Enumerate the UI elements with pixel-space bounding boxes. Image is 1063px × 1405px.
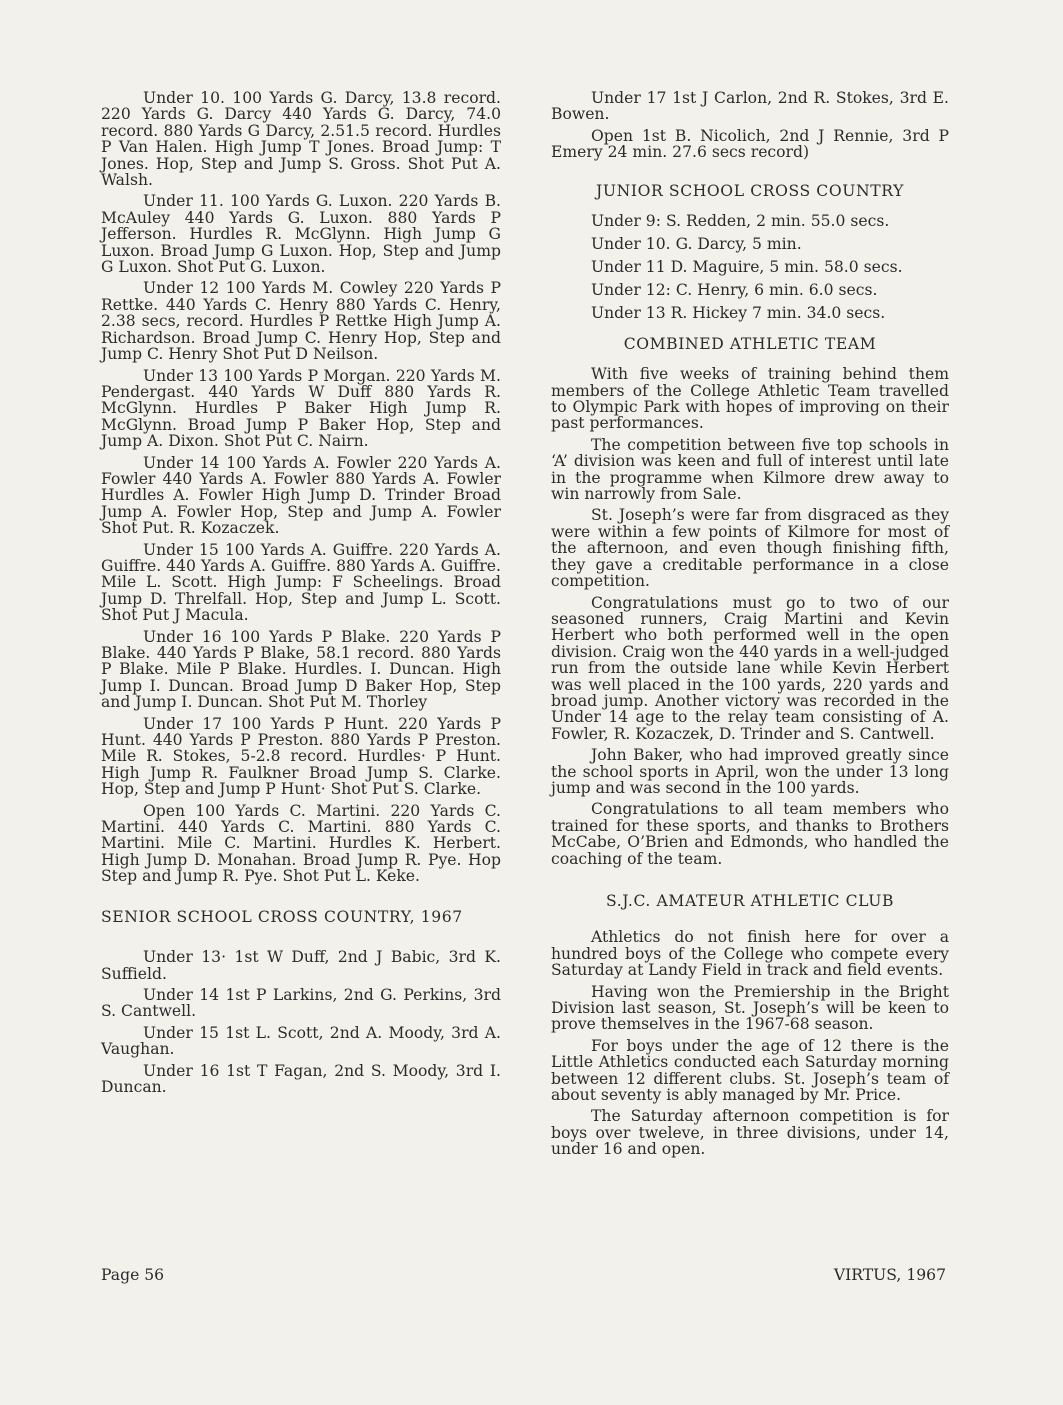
- results-under-10: Under 10. 100 Yards G. Darcy, 13.8 record. 220 Yards G. Darcy 440 Yards G. Darcy, 74.0 record. 880 Yards G Darcy, 2.51.5 record. Hurdles P Van Halen. High Jump T Jones. Broad Jump: T Jones. Hop, Step and Jump S. Gross. Shot Put A. Walsh.: [101, 89, 501, 190]
- senior-result-under-16: Under 16 1st T Fagan, 2nd S. Moody, 3rd I. Duncan.: [101, 1061, 501, 1096]
- results-open: Open 100 Yards C. Martini. 220 Yards C. Martini. 440 Yards C. Martini. 880 Yards C. Martini. Mile C. Martini. Hurdles K. Herbert. High Jump D. Monahan. Broad Jump R. Pye. Hop Step and Jump R. Pye. Shot Put L. Keke.: [101, 801, 501, 886]
- right-column: [551, 90, 949, 1163]
- junior-result-under-11: Under 11 D. Maguire, 5 min. 58.0 secs.: [591, 258, 903, 277]
- combined-paragraph-3: St. Joseph’s were far from disgraced as they were within a few points of Kilmore for most of the afternoon, and even though finishing fifth, they gave a creditable performance in a close competition.: [551, 506, 949, 591]
- club-paragraph-4: The Saturday afternoon competition is for boys over tweleve, in three divisions, under 14, under 16 and open.: [551, 1107, 949, 1159]
- left-column: [101, 90, 501, 1100]
- combined-paragraph-1: With five weeks of training behind them members of the College Athletic Team travelled to Olympic Park with hopes of improving on their past performances.: [551, 365, 949, 433]
- junior-result-under-12: Under 12: C. Henry, 6 min. 6.0 secs.: [591, 281, 878, 300]
- combined-paragraph-4: Congratulations must go to two of our seasoned runners, Craig Martini and Kevin Herbert who both performed well in the open division. Craig won the 440 yards in a well-judged run from the outside lane while Kevin Herbert was well placed in the 100 yards, 220 yards and broad jump. Another victory was recorded in the Under 14 age to the relay team consisting of A. Fowler, R. Kozaczek, D. Trinder and S. Cantwell.: [551, 593, 949, 743]
- combined-paragraph-5: John Baker, who had improved greatly since the school sports in April, won the under 13 long jump and was second in the 100 yards.: [551, 746, 949, 797]
- results-under-12: Under 12 100 Yards M. Cowley 220 Yards P Rettke. 440 Yards C. Henry 880 Yards C. Henry, 2.38 secs, record. Hurdles P Rettke High Jump A. Richardson. Broad Jump C. Henry Hop, Step and Jump C. Henry Shot Put D Neilson.: [101, 279, 501, 364]
- combined-athletic-team-heading: COMBINED ATHLETIC TEAM: [623, 334, 877, 353]
- junior-cross-country-heading: JUNIOR SCHOOL CROSS COUNTRY: [596, 181, 904, 200]
- club-paragraph-2: Having won the Premiership in the Bright Division last season, St. Joseph’s will be keen to prove themselves in the 1967-68 season.: [551, 982, 949, 1034]
- page-number: Page 56: [101, 1266, 165, 1284]
- senior-result-under-13: Under 13· 1st W Duff, 2nd J Babic, 3rd K. Suffield.: [101, 948, 501, 983]
- results-under-15: Under 15 100 Yards A. Guiffre. 220 Yards A. Guiffre. 440 Yards A. Guiffre. 880 Yards A. Guiffre. Mile L. Scott. High Jump: F Scheelings. Broad Jump D. Threlfall. Hop, Step and Jump L. Scott. Shot Put J Macula.: [101, 540, 501, 625]
- junior-result-under-9: Under 9: S. Redden, 2 min. 55.0 secs.: [591, 212, 890, 231]
- publication-name: VIRTUS, 1967: [833, 1266, 946, 1284]
- results-under-14: Under 14 100 Yards A. Fowler 220 Yards A. Fowler 440 Yards A. Fowler 880 Yards A. Fowler Hurdles A. Fowler High Jump D. Trinder Broad Jump A. Fowler Hop, Step and Jump A. Fowler Shot Put. R. Kozaczek.: [101, 453, 501, 538]
- combined-paragraph-2: The competition between five top schools in ‘A’ division was keen and full of interest until late in the programme when Kilmore drew away to win narrowly from Sale.: [551, 435, 949, 504]
- club-paragraph-3: For boys under the age of 12 there is the Little Athletics conducted each Saturday morning between 12 different clubs. St. Joseph’s team of about seventy is ably managed by Mr. Price.: [551, 1036, 949, 1105]
- results-under-17: Under 17 100 Yards P Hunt. 220 Yards P Hunt. 440 Yards P Preston. 880 Yards P Preston. Mile R. Stokes, 5-2.8 record. Hurdles· P Hunt. High Jump R. Faulkner Broad Jump S. Clarke. Hop, Step and Jump P Hunt· Shot Put S. Clarke.: [101, 714, 501, 799]
- senior-result-under-15: Under 15 1st L. Scott, 2nd A. Moody, 3rd A. Vaughan.: [101, 1023, 501, 1059]
- senior-cross-country-heading: SENIOR SCHOOL CROSS COUNTRY, 1967: [101, 907, 463, 926]
- junior-result-under-13: Under 13 R. Hickey 7 min. 34.0 secs.: [591, 304, 886, 323]
- amateur-athletic-club-heading: S.J.C. AMATEUR ATHLETIC CLUB: [605, 892, 895, 910]
- combined-paragraph-6: Congratulations to all team members who trained for these sports, and thanks to Brothers McCabe, O’Brien and Edmonds, who handled the coaching of the team.: [551, 800, 949, 868]
- senior-result-under-17: Under 17 1st J Carlon, 2nd R. Stokes, 3rd E. Bowen.: [551, 89, 949, 124]
- junior-result-under-10: Under 10. G. Darcy, 5 min.: [591, 235, 802, 254]
- senior-result-open: Open 1st B. Nicolich, 2nd J Rennie, 3rd P Emery 24 min. 27.6 secs record): [551, 126, 949, 162]
- results-under-16: Under 16 100 Yards P Blake. 220 Yards P Blake. 440 Yards P Blake, 58.1 record. 880 Yards P Blake. Mile P Blake. Hurdles. I. Duncan. High Jump I. Duncan. Broad Jump D Baker Hop, Step and Jump I. Duncan. Shot Put M. Thorley: [101, 627, 501, 712]
- results-under-11: Under 11. 100 Yards G. Luxon. 220 Yards B. McAuley 440 Yards G. Luxon. 880 Yards P Jefferson. Hurdles R. McGlynn. High Jump G Luxon. Broad Jump G Luxon. Hop, Step and Jump G Luxon. Shot Put G. Luxon.: [101, 192, 501, 277]
- club-paragraph-1: Athletics do not finish here for over a hundred boys of the College who compete every Saturday at Landy Field in track and field events.: [551, 928, 949, 980]
- results-under-13: Under 13 100 Yards P Morgan. 220 Yards M. Pendergast. 440 Yards W Duff 880 Yards R. McGlynn. Hurdles P Baker High Jump R. McGlynn. Broad Jump P Baker Hop, Step and Jump A. Dixon. Shot Put C. Nairn.: [101, 366, 501, 451]
- senior-result-under-14: Under 14 1st P Larkins, 2nd G. Perkins, 3rd S. Cantwell.: [101, 985, 501, 1021]
